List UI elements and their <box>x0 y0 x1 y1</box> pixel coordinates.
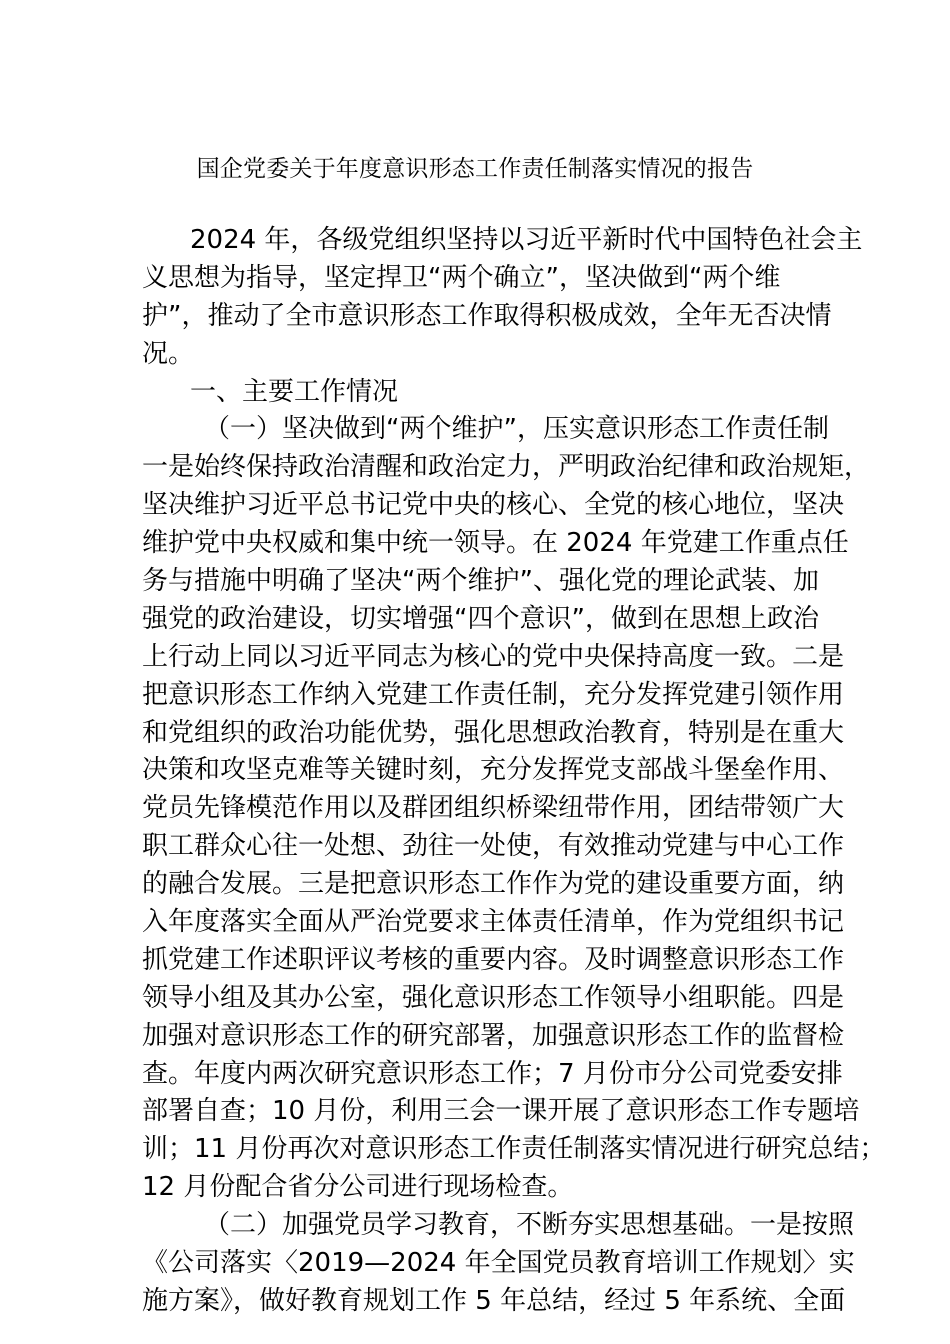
paragraph-line: 上行动上同以习近平同志为核心的党中央保持高度一致。二是 <box>142 641 845 672</box>
paragraph-line: 一是始终保持政治清醒和政治定力，严明政治纪律和政治规矩， <box>142 452 871 483</box>
paragraph-line: 加强对意识形态工作的研究部署，加强意识形态工作的监督检 <box>142 1020 845 1051</box>
subsection-heading: （二）加强党员学习教育，不断夯实思想基础。一是按照 <box>204 1210 855 1241</box>
document-body <box>142 222 886 1321</box>
paragraph-line: 党员先锋模范作用以及群团组织桥梁纽带作用，团结带领广大 <box>142 793 845 824</box>
paragraph-line: 护”，推动了全市意识形态工作取得积极成效，全年无否决情 <box>142 300 832 331</box>
paragraph-line: 施方案》，做好教育规划工作 5 年总结，经过 5 年系统、全面 <box>142 1285 846 1316</box>
paragraph-line: 况。 <box>142 338 195 369</box>
paragraph-line: 务与措施中明确了坚决“两个维护”、强化党的理论武装、加 <box>142 566 819 597</box>
paragraph-line: 决策和攻坚克难等关键时刻，充分发挥党支部战斗堡垒作用、 <box>142 755 845 786</box>
paragraph-line: 抓党建工作述职评议考核的重要内容。及时调整意识形态工作 <box>142 944 845 975</box>
paragraph-line: 2024 年，各级党组织坚持以习近平新时代中国特色社会主 <box>190 225 863 255</box>
paragraph-line: 训；11 月份再次对意识形态工作责任制落实情况进行研究总结； <box>142 1134 886 1165</box>
paragraph-line: 坚决维护习近平总书记党中央的核心、全党的核心地位，坚决 <box>142 490 845 521</box>
paragraph-line: 的融合发展。三是把意识形态工作作为党的建设重要方面，纳 <box>142 869 845 900</box>
paragraph-line: 入年度落实全面从严治党要求主体责任清单，作为党组织书记 <box>142 907 845 938</box>
subsection-heading: （一）坚决做到“两个维护”，压实意识形态工作责任制 <box>204 414 829 445</box>
section-heading: 一、主要工作情况 <box>190 376 399 407</box>
document-title: 国企党委关于年度意识形态工作责任制落实情况的报告 <box>196 156 754 182</box>
paragraph-line: 职工群众心往一处想、劲往一处使，有效推动党建与中心工作 <box>142 831 845 862</box>
paragraph-line: 查。年度内两次研究意识形态工作；7 月份市分公司党委安排 <box>142 1058 843 1089</box>
paragraph-line: 和党组织的政治功能优势，强化思想政治教育，特别是在重大 <box>142 717 845 748</box>
paragraph-line: 义思想为指导，坚定捍卫“两个确立”，坚决做到“两个维 <box>142 262 781 293</box>
paragraph-line: 领导小组及其办公室，强化意识形态工作领导小组职能。四是 <box>142 982 845 1013</box>
paragraph-line: 《公司落实〈2019—2024 年全国党员教育培训工作规划〉实 <box>142 1248 855 1279</box>
paragraph-line: 12 月份配合省分公司进行现场检查。 <box>142 1172 574 1203</box>
paragraph-line: 把意识形态工作纳入党建工作责任制，充分发挥党建引领作用 <box>142 679 845 710</box>
paragraph-line: 维护党中央权威和集中统一领导。在 2024 年党建工作重点任 <box>142 528 849 559</box>
paragraph-line: 部署自查；10 月份，利用三会一课开展了意识形态工作专题培 <box>142 1096 860 1127</box>
paragraph-line: 强党的政治建设，切实增强“四个意识”，做到在思想上政治 <box>142 603 819 634</box>
